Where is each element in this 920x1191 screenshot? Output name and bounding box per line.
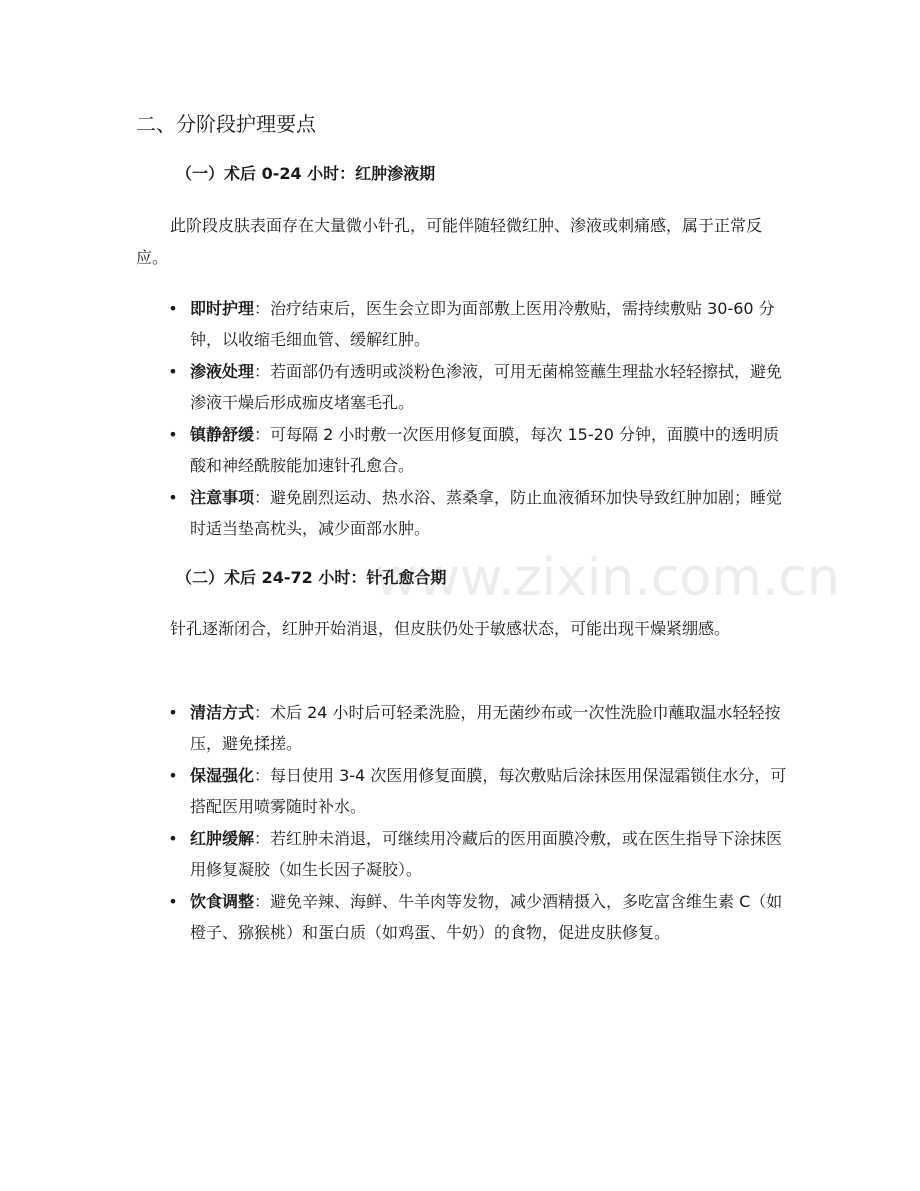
bullet-icon: •: [168, 766, 178, 785]
item-term: 注意事项: [190, 488, 255, 507]
item-text: ：若红肿未消退，可继续用冷藏后的医用面膜冷敷，或在医生指导下涂抹医用修复凝胶（如生长因子凝胶）。: [190, 829, 783, 879]
list-item: [168, 886, 790, 948]
bullet-icon: •: [168, 703, 178, 722]
item-text: ：每日使用 3-4 次医用修复面膜，每次敷贴后涂抹医用保湿霜锁住水分，可搭配医用喷雾随时补水。: [190, 766, 787, 816]
stage-1-intro: 此阶段皮肤表面存在大量微小针孔，可能伴随轻微红肿、渗液或刺痛感，属于正常反应。: [136, 216, 763, 267]
item-term: 保湿强化: [190, 766, 255, 785]
bullet-icon: •: [168, 299, 178, 318]
item-term: 镇静舒缓: [190, 425, 255, 444]
item-term: 即时护理: [190, 299, 255, 318]
list-item: [168, 482, 790, 544]
bullet-icon: •: [168, 362, 178, 381]
item-text: ：避免辛辣、海鲜、牛羊肉等发物，减少酒精摄入，多吃富含维生素 C（如橙子、猕猴桃）和蛋白质（如鸡蛋、牛奶）的食物，促进皮肤修复。: [190, 892, 783, 942]
item-text: ：若面部仍有透明或淡粉色渗液，可用无菌棉签蘸生理盐水轻轻擦拭，避免渗液干燥后形成痂皮堵塞毛孔。: [190, 362, 783, 412]
list-item: [168, 760, 790, 822]
watermark: www.zixin.com.cn: [375, 548, 840, 608]
item-text: ：可每隔 2 小时敷一次医用修复面膜，每次 15-20 分钟，面膜中的透明质酸和神经酰胺能加速针孔愈合。: [190, 425, 780, 475]
list-item: [168, 419, 790, 481]
stage-2-list: [168, 697, 790, 948]
list-item: [168, 823, 790, 885]
stage-1-heading: （一）术后 0-24 小时：红肿渗液期: [176, 164, 436, 183]
list-item: [168, 356, 790, 418]
bullet-icon: •: [168, 488, 178, 507]
section-title: 二、分阶段护理要点: [136, 112, 316, 136]
item-term: 清洁方式: [190, 703, 255, 722]
stage-2-intro: 针孔逐渐闭合，红肿开始消退，但皮肤仍处于敏感状态，可能出现干燥紧绷感。: [170, 619, 731, 638]
bullet-icon: •: [168, 425, 178, 444]
stage-2-heading: （二）术后 24-72 小时：针孔愈合期: [176, 568, 447, 587]
item-term: 饮食调整: [190, 892, 255, 911]
list-item: [168, 697, 790, 759]
item-term: 渗液处理: [190, 362, 255, 381]
bullet-icon: •: [168, 892, 178, 911]
list-item: [168, 293, 790, 355]
stage-1-list: [168, 293, 790, 544]
item-text: ：避免剧烈运动、热水浴、蒸桑拿，防止血液循环加快导致红肿加剧；睡觉时适当垫高枕头，减少面部水肿。: [190, 488, 783, 538]
bullet-icon: •: [168, 829, 178, 848]
item-term: 红肿缓解: [190, 829, 255, 848]
item-text: ：术后 24 小时后可轻柔洗脸，用无菌纱布或一次性洗脸巾蘸取温水轻轻按压，避免揉搓。: [190, 703, 781, 753]
item-text: ：治疗结束后，医生会立即为面部敷上医用冷敷贴，需持续敷贴 30-60 分钟，以收缩毛细血管、缓解红肿。: [190, 299, 775, 349]
